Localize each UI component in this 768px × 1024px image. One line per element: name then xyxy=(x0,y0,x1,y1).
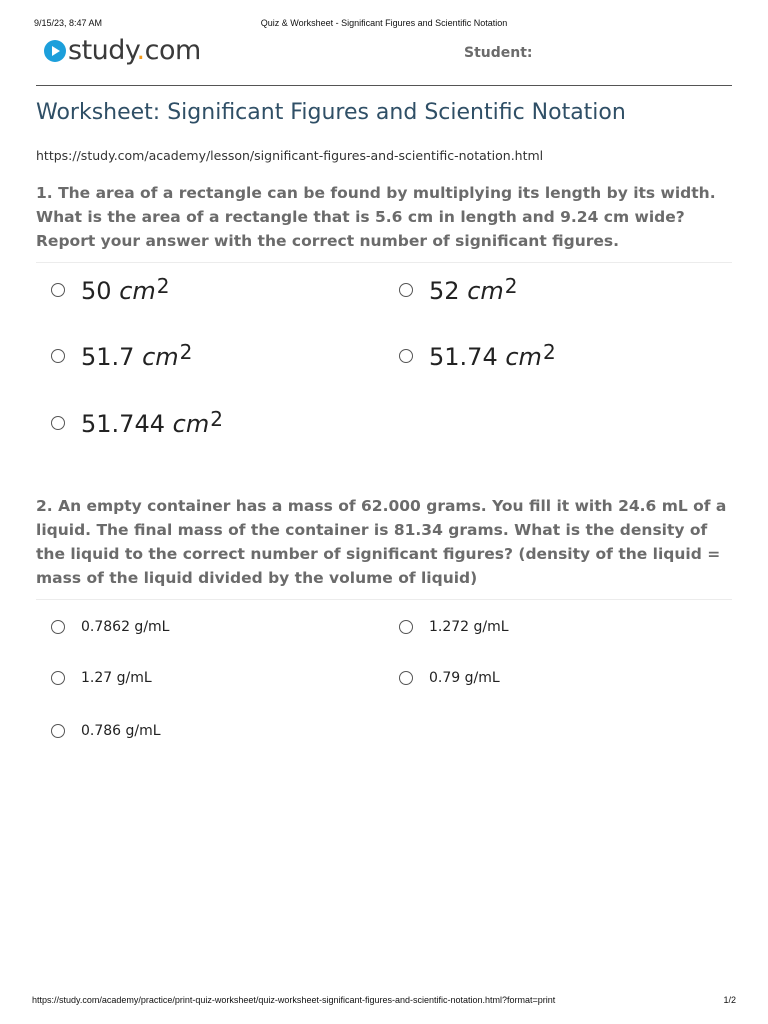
option-label: 51.744 $cm^2$ xyxy=(81,407,223,438)
option-label: 1.272 g/mL xyxy=(429,619,509,635)
option-label: 0.7862 g/mL xyxy=(81,619,170,635)
radio-circle-icon[interactable] xyxy=(51,671,65,685)
logo-text: study.com xyxy=(68,35,201,66)
worksheet-title: Worksheet: Significant Figures and Scientific Notation xyxy=(36,100,626,125)
q2-option-e[interactable] xyxy=(51,723,161,739)
page-number: 1/2 xyxy=(723,995,736,1005)
question-divider xyxy=(36,599,732,600)
radio-circle-icon[interactable] xyxy=(399,349,413,363)
q1-option-e[interactable] xyxy=(51,407,223,438)
student-label: Student: xyxy=(464,45,533,61)
radio-circle-icon[interactable] xyxy=(399,283,413,297)
q1-option-c[interactable] xyxy=(51,340,192,371)
q1-option-b[interactable] xyxy=(399,274,518,305)
q2-option-b[interactable] xyxy=(399,619,509,635)
q2-option-c[interactable] xyxy=(51,670,152,686)
question-divider xyxy=(36,262,732,263)
option-label: 0.79 g/mL xyxy=(429,670,500,686)
question-2-text: 2. An empty container has a mass of 62.000 grams. You fill it with 24.6 mL of a liquid. The final mass of the container is 81.34 grams. What is the density of the liquid to the correct number of significant figures? (density of the liquid = mass of the liquid divided by the volume of liquid) xyxy=(36,497,727,587)
lesson-url: https://study.com/academy/lesson/significant-figures-and-scientific-notation.html xyxy=(36,148,544,163)
print-url: https://study.com/academy/practice/print-quiz-worksheet/quiz-worksheet-significant-figures-and-scientific-notation.html?format=print xyxy=(32,995,556,1005)
option-label: 1.27 g/mL xyxy=(81,670,152,686)
radio-circle-icon[interactable] xyxy=(51,724,65,738)
option-label: 50 $cm^2$ xyxy=(81,274,170,305)
print-title: Quiz & Worksheet - Significant Figures and Scientific Notation xyxy=(260,18,508,28)
radio-circle-icon[interactable] xyxy=(51,620,65,634)
play-circle-icon xyxy=(44,40,66,62)
study-logo[interactable] xyxy=(44,36,201,66)
q2-option-d[interactable] xyxy=(399,670,500,686)
print-footer xyxy=(32,995,736,1005)
radio-circle-icon[interactable] xyxy=(399,671,413,685)
radio-circle-icon[interactable] xyxy=(399,620,413,634)
q2-option-a[interactable] xyxy=(51,619,169,635)
radio-circle-icon[interactable] xyxy=(51,349,65,363)
header-divider xyxy=(36,85,732,86)
option-label: 51.74 $cm^2$ xyxy=(429,340,556,371)
print-date: 9/15/23, 8:47 AM xyxy=(34,18,103,28)
option-label: 51.7 $cm^2$ xyxy=(81,340,193,371)
q1-option-a[interactable] xyxy=(51,274,170,305)
question-1-text: 1. The area of a rectangle can be found by multiplying its length by its width. What is the area of a rectangle that is 5.6 cm in length and 9.24 cm wide? Report your answer with the correct number of significant figures. xyxy=(36,184,716,250)
option-label: 52 $cm^2$ xyxy=(429,274,518,305)
radio-circle-icon[interactable] xyxy=(51,283,65,297)
radio-circle-icon[interactable] xyxy=(51,416,65,430)
option-label: 0.786 g/mL xyxy=(81,723,161,739)
q1-option-d[interactable] xyxy=(399,340,556,371)
